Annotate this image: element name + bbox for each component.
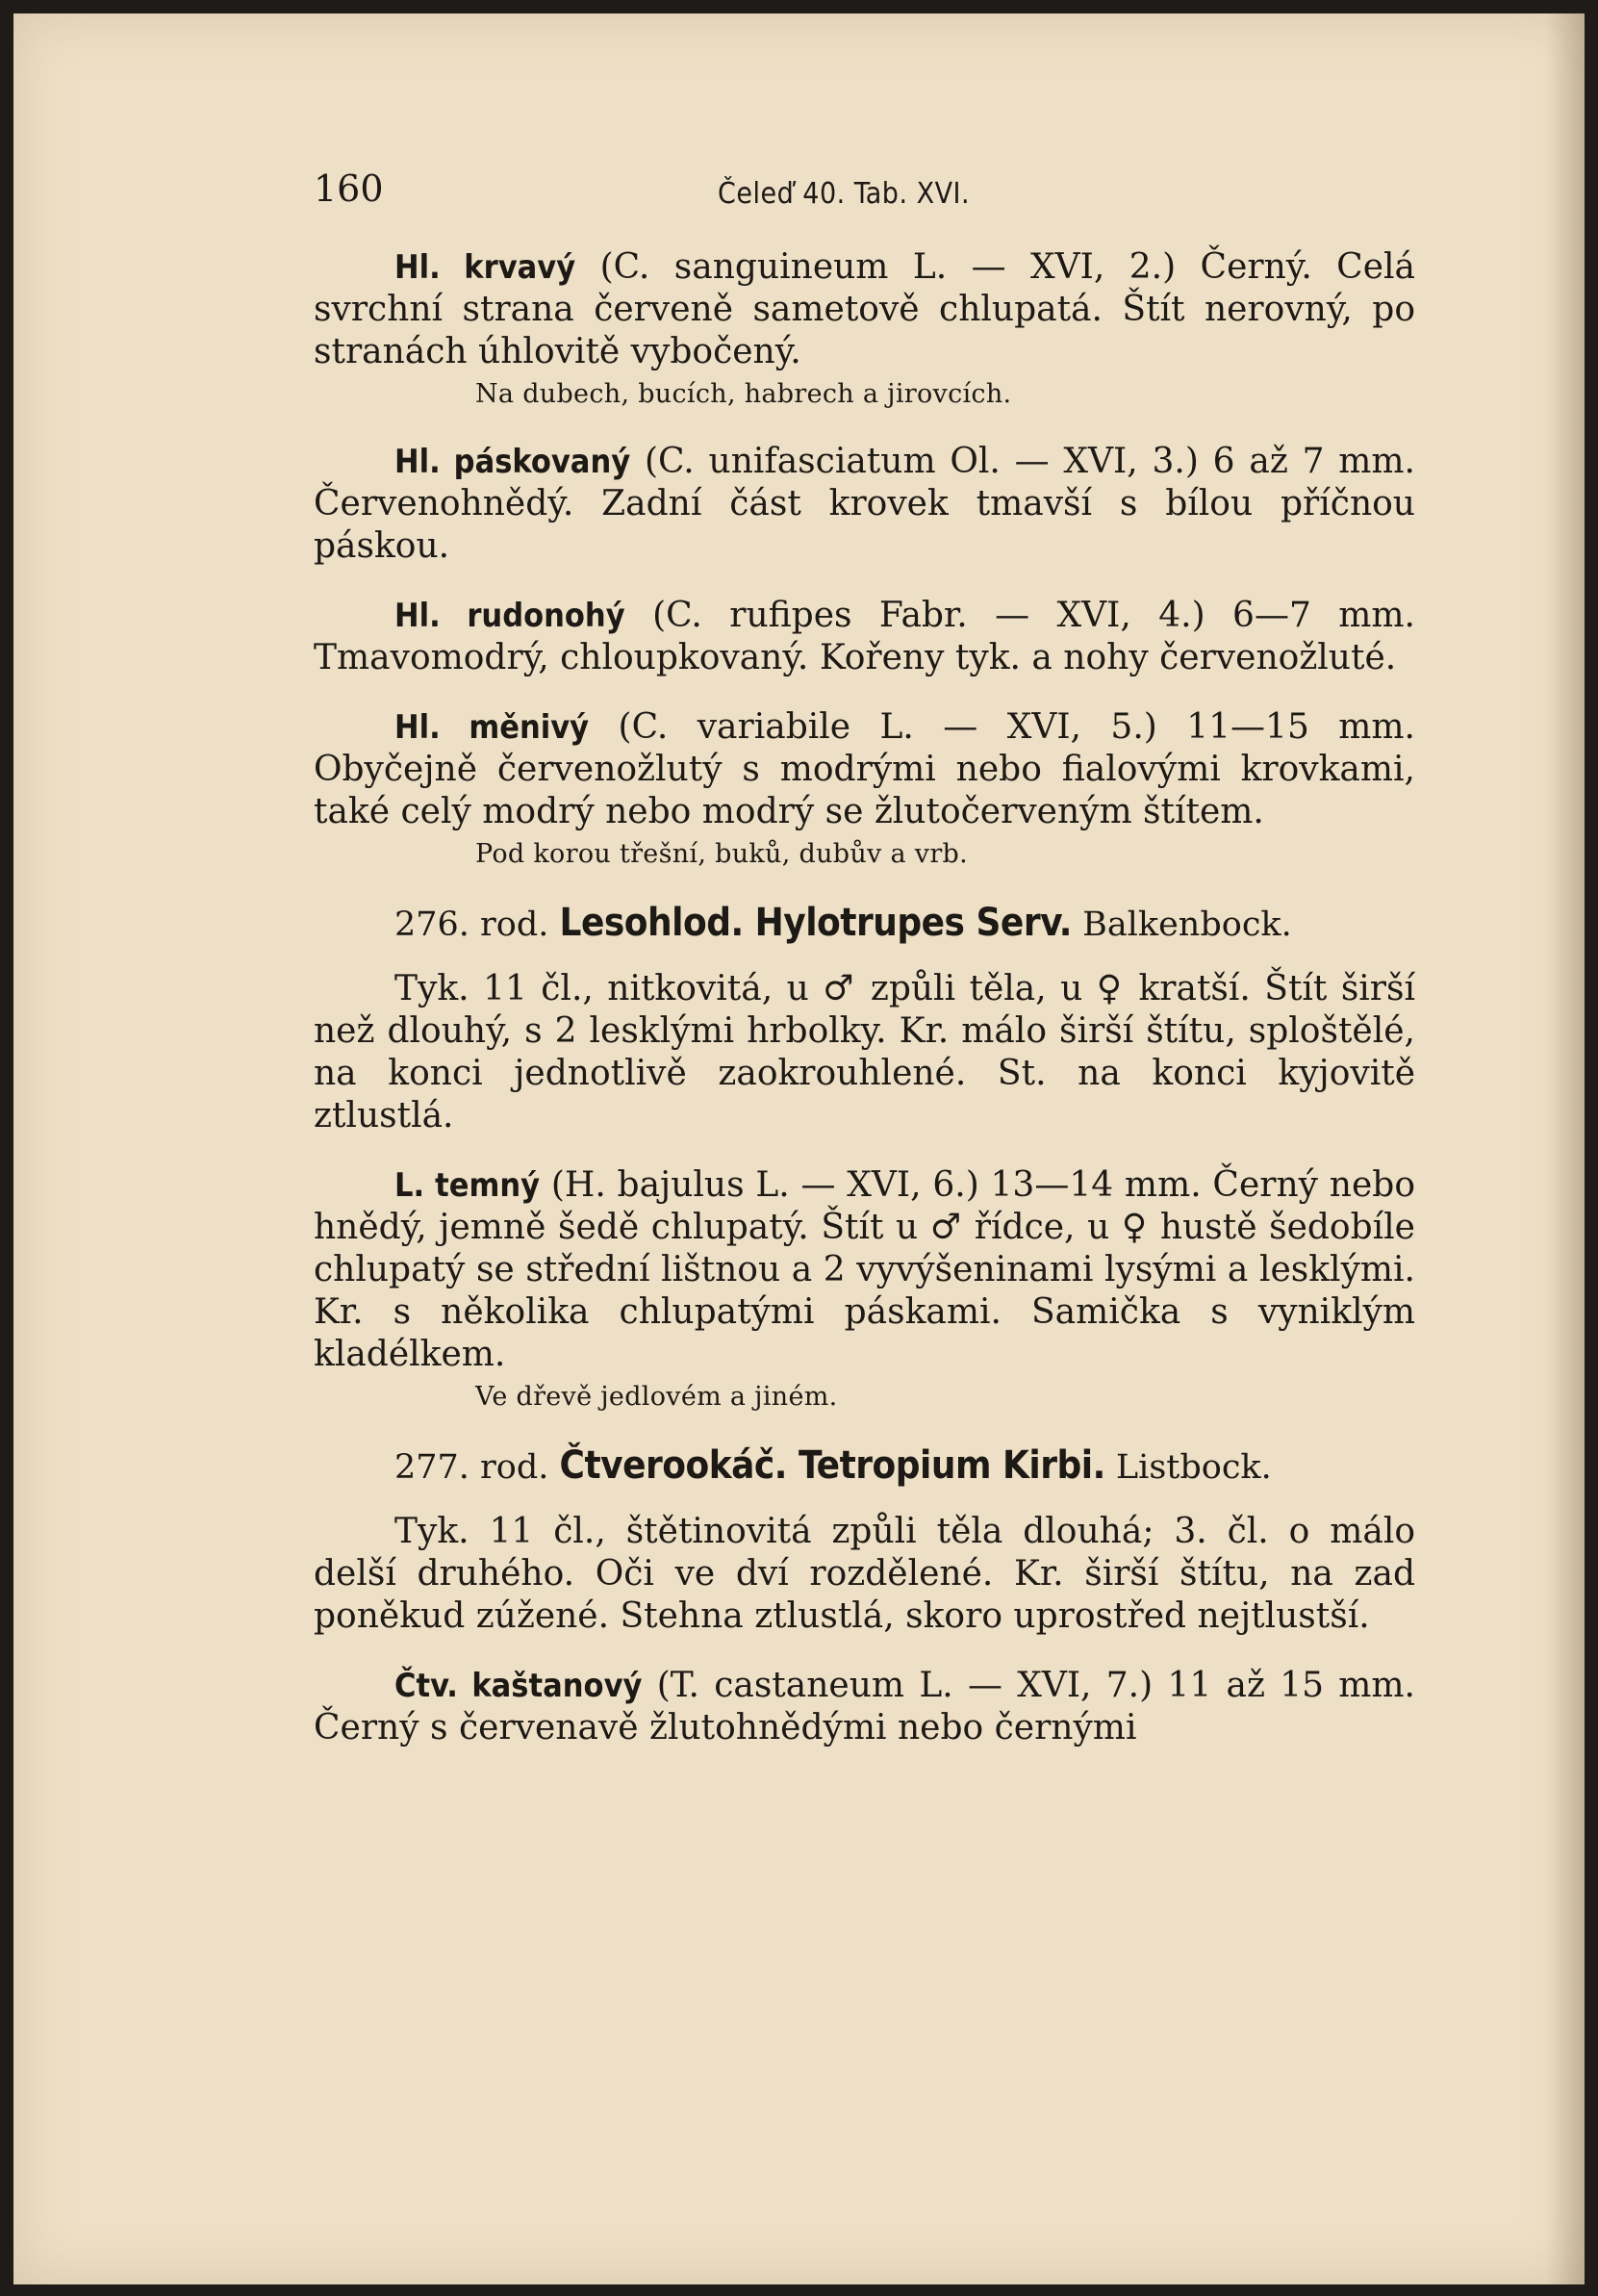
page-content	[314, 167, 1415, 1776]
species-description: (T. castaneum L. — XVI, 7.) 11 až 15 mm. Černý s červenavě žlutohnědými nebo černými	[314, 1666, 1415, 1748]
species-entry-kastanovy	[314, 1665, 1415, 1749]
species-description: (C. sanguineum L. — XVI, 2.) Černý. Celá svrchní strana červeně sametově chlupatá. Štít nerovný, po stranách úhlovitě vybočený.	[314, 247, 1416, 371]
book-page	[13, 13, 1585, 2284]
habitat-note: Ve dřevě jedlovém a jiném.	[475, 1382, 838, 1412]
genus-number: 276. rod.	[394, 906, 549, 944]
page-edge-shadow	[1546, 13, 1585, 2284]
running-head: Čeleď 40. Tab. XVI.	[718, 177, 971, 211]
genus-german-name: Listbock.	[1115, 1448, 1272, 1487]
species-name: Čtv. kaštanový	[394, 1667, 643, 1705]
species-entry-temny	[314, 1164, 1415, 1416]
genus-name: Lesohlod. Hylotrupes Serv.	[559, 901, 1072, 945]
species-name: Hl. páskovaný	[394, 443, 631, 481]
page-header	[314, 167, 1415, 225]
species-entry-menivy	[314, 706, 1415, 874]
species-entry-rudonohy	[314, 595, 1415, 679]
genus-description-276: Tyk. 11 čl., nitkovitá, u ♂ způli těla, u ♀ kratší. Štít širší než dlouhý, s 2 lesklými hrbolky. Kr. málo širší štítu, sploštělé, na konci jednotlivě zaokrouhlené. St. na konci kyjovitě ztlustlá.	[314, 969, 1415, 1135]
page-number: 160	[314, 167, 384, 210]
species-description: (C. variabile L. — XVI, 5.) 11—15 mm. Obyčejně červenožlutý s modrými nebo fialovými krovkami, také celý modrý nebo modrý se žlutočerveným štítem.	[314, 707, 1415, 831]
genus-description-277: Tyk. 11 čl., štětinovitá způli těla dlouhá; 3. čl. o málo delší druhého. Oči ve dví rozdělené. Kr. širší štítu, na zad poněkud zúžené. Stehna ztlustlá, skoro uprostřed nejtlustší.	[314, 1512, 1415, 1636]
species-name: L. temný	[394, 1166, 541, 1205]
genus-number: 277. rod.	[394, 1448, 549, 1487]
genus-heading-276	[314, 901, 1415, 947]
species-name: Hl. měnivý	[394, 708, 590, 747]
species-description: (C. rufipes Fabr. — XVI, 4.) 6—7 mm. Tmavomodrý, chloupkovaný. Kořeny tyk. a nohy červenožluté.	[314, 596, 1415, 677]
species-entry-krvavy	[314, 246, 1415, 414]
species-description: (C. unifasciatum Ol. — XVI, 3.) 6 až 7 mm. Červenohnědý. Zadní část krovek tmavší s bílou příčnou páskou.	[314, 442, 1415, 566]
species-description: (H. bajulus L. — XVI, 6.) 13—14 mm. Černý nebo hnědý, jemně šedě chlupatý. Štít u ♂ řídce, u ♀ hustě šedobíle chlupatý se střední lištnou a 2 vyvýšeninami lysými a lesklými. Kr. s několika chlupatými páskami. Samička s vyniklým kladélkem.	[314, 1165, 1416, 1374]
species-name: Hl. rudonohý	[394, 597, 625, 635]
habitat-note: Pod korou třešní, buků, dubův a vrb.	[475, 839, 969, 869]
genus-name: Čtverookáč. Tetropium Kirbi.	[559, 1443, 1105, 1488]
species-name: Hl. krvavý	[394, 248, 576, 287]
genus-german-name: Balkenbock.	[1082, 906, 1292, 944]
species-entry-paskovany	[314, 441, 1415, 568]
habitat-note: Na dubech, bucích, habrech a jirovcích.	[475, 379, 1012, 409]
genus-heading-277	[314, 1443, 1415, 1490]
